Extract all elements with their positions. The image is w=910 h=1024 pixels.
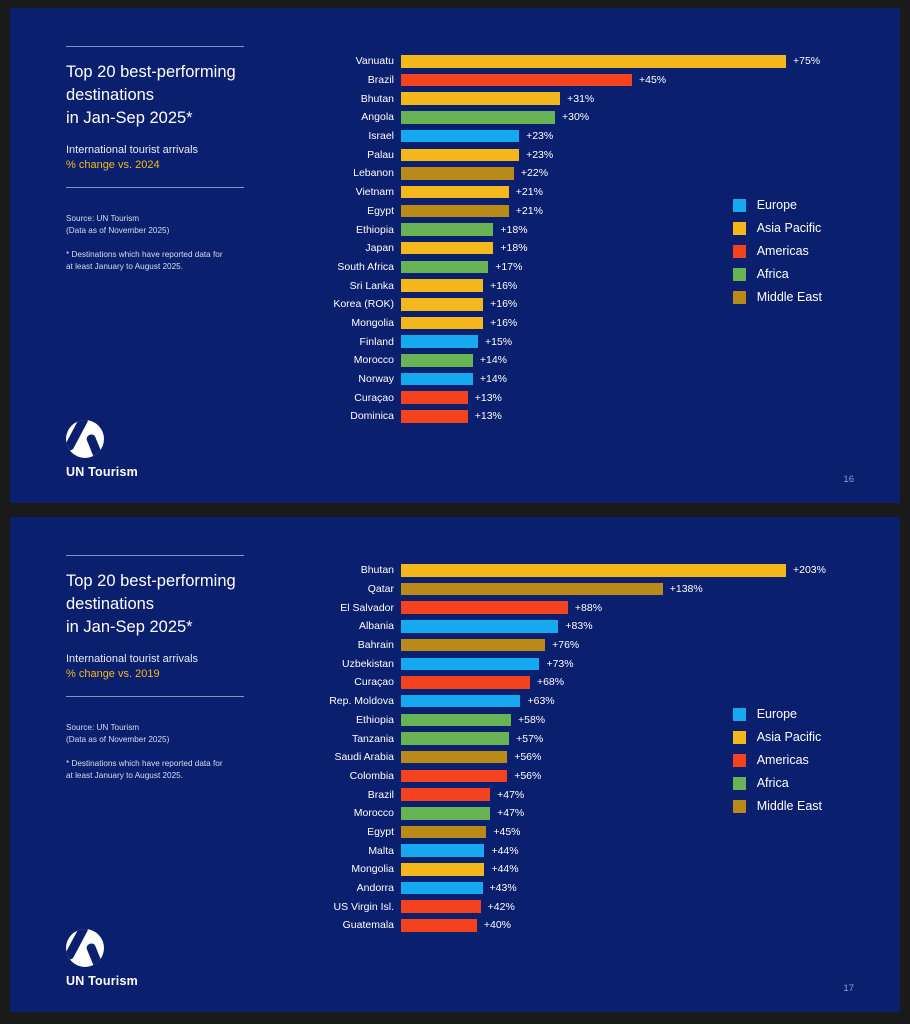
bar-category-label: Guatemala — [342, 919, 394, 932]
bar-value-label: +45% — [493, 825, 521, 838]
legend-label: Middle East — [756, 799, 822, 813]
bar-row — [286, 71, 826, 90]
divider-top — [66, 555, 244, 556]
source-line-2: (Data as of November 2025) — [66, 734, 170, 744]
bar-category-label: Bhutan — [360, 92, 394, 105]
bar-track — [401, 598, 826, 617]
bar-category-label: Tanzania — [351, 732, 394, 745]
slide-2-left-panel — [66, 555, 276, 697]
bar — [401, 826, 486, 839]
bar-row — [286, 841, 826, 860]
page-title — [66, 570, 276, 638]
bar — [401, 279, 483, 292]
bar-value-label: +73% — [546, 657, 574, 670]
bar-category-label: Israel — [368, 130, 394, 143]
legend-1 — [733, 198, 822, 313]
bar-track — [401, 879, 826, 898]
source-line-1: Source: UN Tourism — [66, 723, 140, 732]
bar-value-label: +44% — [491, 844, 519, 857]
legend-item — [733, 221, 822, 235]
source-line-2: (Data as of November 2025) — [66, 225, 170, 235]
bar-track — [401, 145, 826, 164]
bar-value-label: +47% — [497, 807, 525, 820]
bar — [401, 373, 473, 386]
bar-value-label: +68% — [536, 676, 565, 689]
bar-category-label: Egypt — [367, 204, 394, 217]
bar — [401, 55, 786, 68]
bar-category-label: Dominica — [350, 410, 394, 423]
bar-category-label: Vanuatu — [355, 55, 394, 68]
bar-value-label: +31% — [567, 92, 595, 105]
title-line-3: in Jan-Sep 2025* — [66, 617, 193, 636]
bar-value-label: +18% — [500, 242, 528, 255]
bar — [401, 354, 473, 367]
chart-subtitle: International tourist arrivals — [66, 653, 199, 666]
page-number: 17 — [843, 983, 854, 994]
legend-item — [733, 730, 822, 744]
bar-row — [286, 823, 826, 842]
bar-row — [286, 145, 826, 164]
page-number: 16 — [843, 474, 854, 485]
page-title — [66, 61, 276, 129]
bar-value-label: +203% — [793, 564, 826, 577]
bar-category-label: Palau — [367, 148, 394, 161]
divider-bottom — [66, 187, 244, 188]
bar — [401, 601, 568, 614]
bar-category-label: Bahrain — [357, 639, 394, 652]
bar-row — [286, 636, 826, 655]
bar-category-label: Ethiopia — [356, 223, 394, 236]
logo-label: UN Tourism — [66, 974, 138, 988]
bar-category-label: Brazil — [367, 74, 394, 87]
bar-category-label: Albania — [358, 620, 394, 633]
bar-value-label: +14% — [479, 373, 508, 386]
bar-value-label: +138% — [669, 583, 703, 596]
bar-value-label: +44% — [491, 863, 519, 876]
legend-swatch-icon — [733, 291, 746, 304]
bar-value-label: +17% — [495, 260, 523, 273]
bar-track — [401, 332, 826, 351]
bar-value-label: +57% — [516, 732, 544, 745]
bar-value-label: +58% — [518, 713, 546, 726]
footnote-line-1: * Destinations which have reported data for — [66, 249, 223, 259]
bar — [401, 317, 483, 330]
bar-track — [401, 71, 826, 90]
bar-value-label: +16% — [490, 298, 518, 311]
bar — [401, 205, 509, 218]
bar — [401, 149, 519, 162]
legend-item — [733, 799, 822, 813]
bar-category-label: Egypt — [367, 825, 394, 838]
legend-label: Europe — [756, 198, 797, 212]
bar-row — [286, 127, 826, 146]
bar — [401, 882, 483, 895]
title-line-2: destinations — [66, 85, 155, 104]
bar-value-label: +88% — [574, 601, 603, 614]
legend-item — [733, 776, 822, 790]
legend-label: Europe — [756, 707, 797, 721]
bar-category-label: Brazil — [367, 788, 394, 801]
bar-value-label: +21% — [515, 204, 543, 217]
bar-category-label: Ethiopia — [356, 713, 394, 726]
bar — [401, 639, 545, 652]
globe-icon — [66, 420, 104, 458]
bar-value-label: +13% — [474, 391, 502, 404]
bar-category-label: Angola — [361, 111, 394, 124]
bar — [401, 620, 558, 633]
chart-subtitle-accent: % change vs. 2024 — [66, 159, 160, 172]
bar-category-label: Korea (ROK) — [333, 298, 394, 311]
bar-track — [401, 108, 826, 127]
bar-category-label: Malta — [368, 844, 394, 857]
title-line-2: destinations — [66, 594, 155, 613]
logo-label: UN Tourism — [66, 465, 138, 479]
bar-track — [401, 673, 826, 692]
bar-category-label: Lebanon — [353, 167, 394, 180]
bar — [401, 167, 514, 180]
legend-label: Asia Pacific — [756, 221, 822, 235]
bar-value-label: +42% — [487, 900, 515, 913]
bar-track — [401, 823, 826, 842]
bar-track — [401, 370, 826, 389]
legend-item — [733, 244, 822, 258]
bar-category-label: Morocco — [353, 354, 394, 367]
bar — [401, 223, 493, 236]
legend-swatch-icon — [733, 800, 746, 813]
bar-track — [401, 654, 826, 673]
bar — [401, 130, 519, 143]
bar-track — [401, 351, 826, 370]
bar-value-label: +40% — [483, 919, 512, 932]
bar — [401, 564, 786, 577]
bar-value-label: +47% — [497, 788, 525, 801]
bar-value-label: +56% — [514, 751, 542, 764]
bar-track — [401, 916, 826, 935]
bar-row — [286, 860, 826, 879]
bar-row — [286, 897, 826, 916]
bar-value-label: +30% — [562, 111, 590, 124]
bar-row — [286, 617, 826, 636]
bar-track — [401, 561, 826, 580]
slide-2-source-block — [66, 722, 281, 782]
bar — [401, 111, 555, 124]
legend-item — [733, 198, 822, 212]
legend-label: Asia Pacific — [756, 730, 822, 744]
legend-item — [733, 290, 822, 304]
legend-item — [733, 267, 822, 281]
bar-row — [286, 370, 826, 389]
legend-swatch-icon — [733, 777, 746, 790]
slide-1-source-block — [66, 213, 281, 273]
un-tourism-logo — [66, 929, 138, 988]
bar-row — [286, 351, 826, 370]
bar-row — [286, 561, 826, 580]
bar-category-label: Curaçao — [354, 676, 394, 689]
legend-item — [733, 707, 822, 721]
bar — [401, 583, 663, 596]
bar-track — [401, 841, 826, 860]
title-line-1: Top 20 best-performing — [66, 572, 236, 590]
bar — [401, 714, 511, 727]
bar-value-label: +63% — [527, 695, 555, 708]
bar — [401, 335, 478, 348]
bar-row — [286, 580, 826, 599]
divider-top — [66, 46, 244, 47]
bar-category-label: El Salvador — [340, 601, 394, 614]
bar-value-label: +14% — [479, 354, 508, 367]
bar — [401, 863, 484, 876]
bar-row — [286, 916, 826, 935]
bar-value-label: +23% — [526, 130, 554, 143]
slide-2 — [10, 517, 900, 1012]
bar — [401, 900, 481, 913]
bar-category-label: Uzbekistan — [342, 657, 394, 670]
bar-category-label: Mongolia — [351, 863, 394, 876]
bar-value-label: +56% — [514, 769, 542, 782]
bar-row — [286, 388, 826, 407]
bar-category-label: Bhutan — [360, 564, 394, 577]
bar-row — [286, 332, 826, 351]
footnote-line-2: at least January to August 2025. — [66, 770, 183, 780]
footnote-line-2: at least January to August 2025. — [66, 261, 183, 271]
legend-swatch-icon — [733, 222, 746, 235]
legend-swatch-icon — [733, 708, 746, 721]
bar-row — [286, 164, 826, 183]
bar — [401, 658, 539, 671]
bar-value-label: +16% — [490, 279, 518, 292]
bar-category-label: Qatar — [367, 583, 394, 596]
bar-value-label: +23% — [526, 148, 554, 161]
bar-category-label: Andorra — [356, 882, 394, 895]
bar — [401, 242, 493, 255]
bar-value-label: +43% — [489, 882, 517, 895]
bar — [401, 807, 490, 820]
bar-value-label: +18% — [500, 223, 528, 236]
divider-bottom — [66, 696, 244, 697]
legend-swatch-icon — [733, 199, 746, 212]
bar-track — [401, 388, 826, 407]
un-tourism-logo — [66, 420, 138, 479]
bar-row — [286, 654, 826, 673]
bar-value-label: +15% — [485, 335, 513, 348]
bar-track — [401, 164, 826, 183]
bar-row — [286, 108, 826, 127]
bar-row — [286, 879, 826, 898]
legend-item — [733, 753, 822, 767]
globe-icon — [66, 929, 104, 967]
bar — [401, 92, 560, 105]
legend-swatch-icon — [733, 268, 746, 281]
bar-value-label: +83% — [565, 620, 593, 633]
bar — [401, 391, 468, 404]
chart-subtitle: International tourist arrivals — [66, 144, 199, 157]
slide-1-left-panel — [66, 46, 276, 188]
bar-track — [401, 52, 826, 71]
bar-track — [401, 407, 826, 426]
bar-category-label: Saudi Arabia — [334, 751, 394, 764]
bar — [401, 919, 477, 932]
bar-track — [401, 314, 826, 333]
bar-track — [401, 860, 826, 879]
bar-category-label: Vietnam — [355, 186, 394, 199]
bar-category-label: Mongolia — [351, 316, 394, 329]
bar-value-label: +75% — [793, 55, 821, 68]
bar-row — [286, 673, 826, 692]
bar-value-label: +21% — [515, 186, 543, 199]
bar-track — [401, 89, 826, 108]
bar — [401, 732, 509, 745]
legend-swatch-icon — [733, 245, 746, 258]
bar — [401, 695, 520, 708]
legend-label: Americas — [756, 244, 809, 258]
bar-track — [401, 897, 826, 916]
legend-swatch-icon — [733, 754, 746, 767]
bar-category-label: Japan — [365, 242, 394, 255]
bar-value-label: +45% — [639, 74, 667, 87]
bar-value-label: +22% — [520, 167, 549, 180]
bar-track — [401, 617, 826, 636]
bar-row — [286, 598, 826, 617]
bar-category-label: Morocco — [353, 807, 394, 820]
legend-label: Africa — [756, 267, 789, 281]
chart-subtitle-accent: % change vs. 2019 — [66, 668, 160, 681]
bar — [401, 676, 530, 689]
bar-value-label: +13% — [474, 410, 502, 423]
bar-row — [286, 407, 826, 426]
bar-value-label: +16% — [490, 316, 518, 329]
title-line-3: in Jan-Sep 2025* — [66, 108, 193, 127]
bar-row — [286, 314, 826, 333]
source-line-1: Source: UN Tourism — [66, 214, 140, 223]
bar — [401, 770, 507, 783]
bar-track — [401, 580, 826, 599]
bar-category-label: Sri Lanka — [349, 279, 394, 292]
legend-2 — [733, 707, 822, 822]
bar-row — [286, 52, 826, 71]
title-line-1: Top 20 best-performing — [66, 63, 236, 81]
bar-track — [401, 127, 826, 146]
bar-category-label: Colombia — [349, 769, 394, 782]
legend-swatch-icon — [733, 731, 746, 744]
bar-category-label: Finland — [359, 335, 394, 348]
bar — [401, 751, 507, 764]
bar-category-label: Curaçao — [354, 391, 394, 404]
legend-label: Middle East — [756, 290, 822, 304]
bar — [401, 261, 488, 274]
slide-1 — [10, 8, 900, 503]
bar-value-label: +76% — [552, 639, 580, 652]
bar-track — [401, 636, 826, 655]
bar — [401, 74, 632, 87]
legend-label: Africa — [756, 776, 789, 790]
bar-category-label: South Africa — [337, 260, 394, 273]
bar — [401, 410, 468, 423]
bar — [401, 186, 509, 199]
bar-category-label: Norway — [358, 373, 394, 386]
bar-category-label: US Virgin Isl. — [333, 900, 394, 913]
legend-label: Americas — [756, 753, 809, 767]
bar — [401, 844, 484, 857]
bar — [401, 788, 490, 801]
bar — [401, 298, 483, 311]
bar-row — [286, 89, 826, 108]
bar-category-label: Rep. Moldova — [329, 695, 394, 708]
footnote-line-1: * Destinations which have reported data for — [66, 758, 223, 768]
